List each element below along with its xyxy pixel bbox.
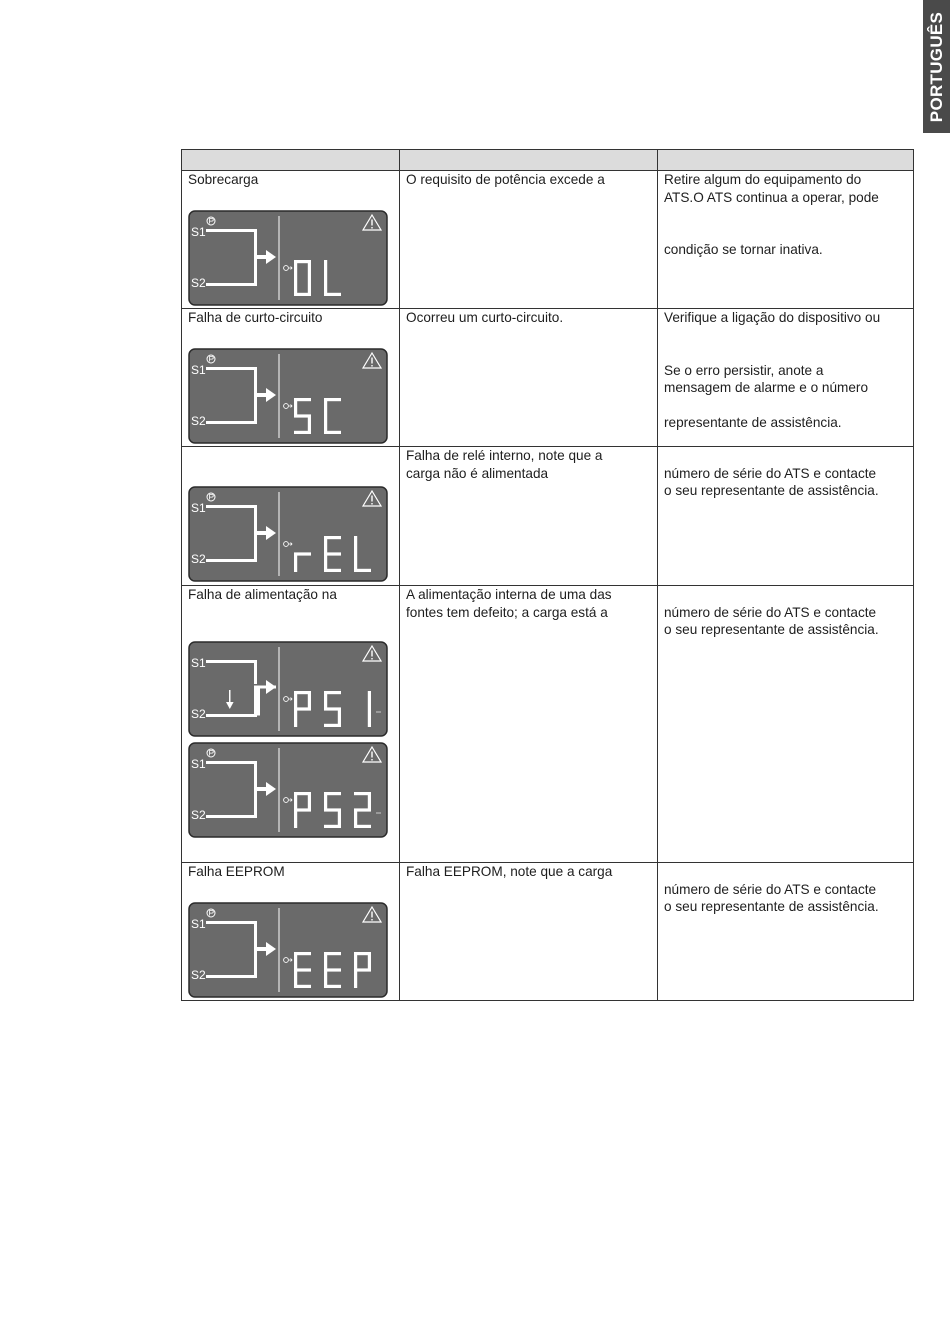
action-text bbox=[664, 344, 909, 362]
action-text bbox=[664, 863, 909, 881]
lcd-panel bbox=[188, 742, 388, 838]
action-text: o seu representante de assistência. bbox=[664, 483, 879, 498]
action-text bbox=[664, 447, 909, 465]
action-text: representante de assistência. bbox=[664, 415, 842, 430]
condition-cell bbox=[182, 309, 399, 446]
language-tab bbox=[923, 0, 950, 133]
table-row bbox=[182, 170, 913, 308]
source-1-label: S1 bbox=[191, 757, 206, 771]
action-text: o seu representante de assistência. bbox=[664, 899, 879, 914]
action-text bbox=[664, 206, 909, 224]
action-text: condição se tornar inativa. bbox=[664, 242, 823, 257]
lcd-display bbox=[188, 486, 388, 582]
condition-cell bbox=[182, 447, 399, 585]
table-row bbox=[182, 862, 913, 1000]
condition-cell bbox=[182, 171, 399, 308]
lcd-panel bbox=[188, 348, 388, 444]
source-2-label: S2 bbox=[191, 968, 206, 982]
table-row bbox=[182, 585, 913, 862]
lcd-panel bbox=[188, 641, 388, 737]
cause-text: Falha EEPROM, note que a carga bbox=[406, 864, 613, 879]
unit-mark bbox=[376, 711, 381, 713]
action-text bbox=[664, 327, 909, 345]
action-text: ATS.O ATS continua a operar, pode bbox=[664, 189, 879, 205]
condition-cell bbox=[182, 863, 399, 1000]
action-cell bbox=[657, 171, 913, 308]
cause-text: O requisito de potência excede a bbox=[406, 172, 605, 187]
condition-text: Falha EEPROM bbox=[188, 864, 285, 879]
cause-text: Ocorreu um curto-circuito. bbox=[406, 310, 564, 325]
lcd-display bbox=[188, 210, 388, 306]
action-cell bbox=[657, 309, 913, 446]
unit-mark bbox=[376, 812, 381, 814]
source-2-label: S2 bbox=[191, 808, 206, 822]
source-1-label: S1 bbox=[191, 917, 206, 931]
source-2-label: S2 bbox=[191, 707, 206, 721]
action-text bbox=[664, 224, 909, 242]
table-header bbox=[182, 150, 913, 170]
cause-cell bbox=[399, 586, 657, 862]
lcd-display bbox=[188, 742, 388, 838]
cause-cell bbox=[399, 863, 657, 1000]
header-cell bbox=[399, 150, 657, 170]
lcd-display bbox=[188, 641, 388, 737]
action-text bbox=[664, 586, 909, 604]
condition-cell bbox=[182, 586, 399, 862]
lcd-panel bbox=[188, 902, 388, 998]
action-text: Verifique a ligação do dispositivo ou bbox=[664, 310, 881, 325]
alarm-table bbox=[181, 149, 914, 1001]
source-2-label: S2 bbox=[191, 276, 206, 290]
cause-cell bbox=[399, 171, 657, 308]
action-text: número de série do ATS e contacte bbox=[664, 465, 877, 481]
source-2-label: S2 bbox=[191, 414, 206, 428]
table-row bbox=[182, 308, 913, 446]
action-text: número de série do ATS e contacte bbox=[664, 604, 877, 620]
condition-text: Sobrecarga bbox=[188, 172, 259, 187]
cause-text: Falha de relé interno, note que a bbox=[406, 448, 603, 463]
cause-text: fontes tem defeito; a carga está a bbox=[406, 604, 608, 620]
lcd-display bbox=[188, 902, 388, 998]
lcd-panel bbox=[188, 486, 388, 582]
cause-cell bbox=[399, 309, 657, 446]
source-1-label: S1 bbox=[191, 501, 206, 515]
action-text: Se o erro persistir, anote a bbox=[664, 362, 824, 378]
cause-cell bbox=[399, 447, 657, 585]
action-text bbox=[664, 397, 909, 415]
action-text: o seu representante de assistência. bbox=[664, 622, 879, 637]
source-2-label: S2 bbox=[191, 552, 206, 566]
action-cell bbox=[657, 586, 913, 862]
source-1-label: S1 bbox=[191, 656, 206, 670]
language-tab-label: PORTUGUÊS bbox=[926, 11, 946, 122]
action-text: mensagem de alarme e o número bbox=[664, 380, 869, 395]
lcd-display bbox=[188, 348, 388, 444]
cause-text: A alimentação interna de uma das bbox=[406, 587, 612, 602]
condition-text: Falha de curto-circuito bbox=[188, 310, 323, 325]
cause-text: carga não é alimentada bbox=[406, 465, 549, 481]
condition-text: Falha de alimentação na bbox=[188, 587, 337, 602]
header-cell bbox=[182, 150, 399, 170]
action-cell bbox=[657, 447, 913, 585]
lcd-panel bbox=[188, 210, 388, 306]
action-text: Retire algum do equipamento do bbox=[664, 172, 862, 187]
source-1-label: S1 bbox=[191, 225, 206, 239]
header-cell bbox=[657, 150, 913, 170]
action-text: número de série do ATS e contacte bbox=[664, 881, 877, 897]
action-cell bbox=[657, 863, 913, 1000]
table-row bbox=[182, 446, 913, 585]
source-1-label: S1 bbox=[191, 363, 206, 377]
